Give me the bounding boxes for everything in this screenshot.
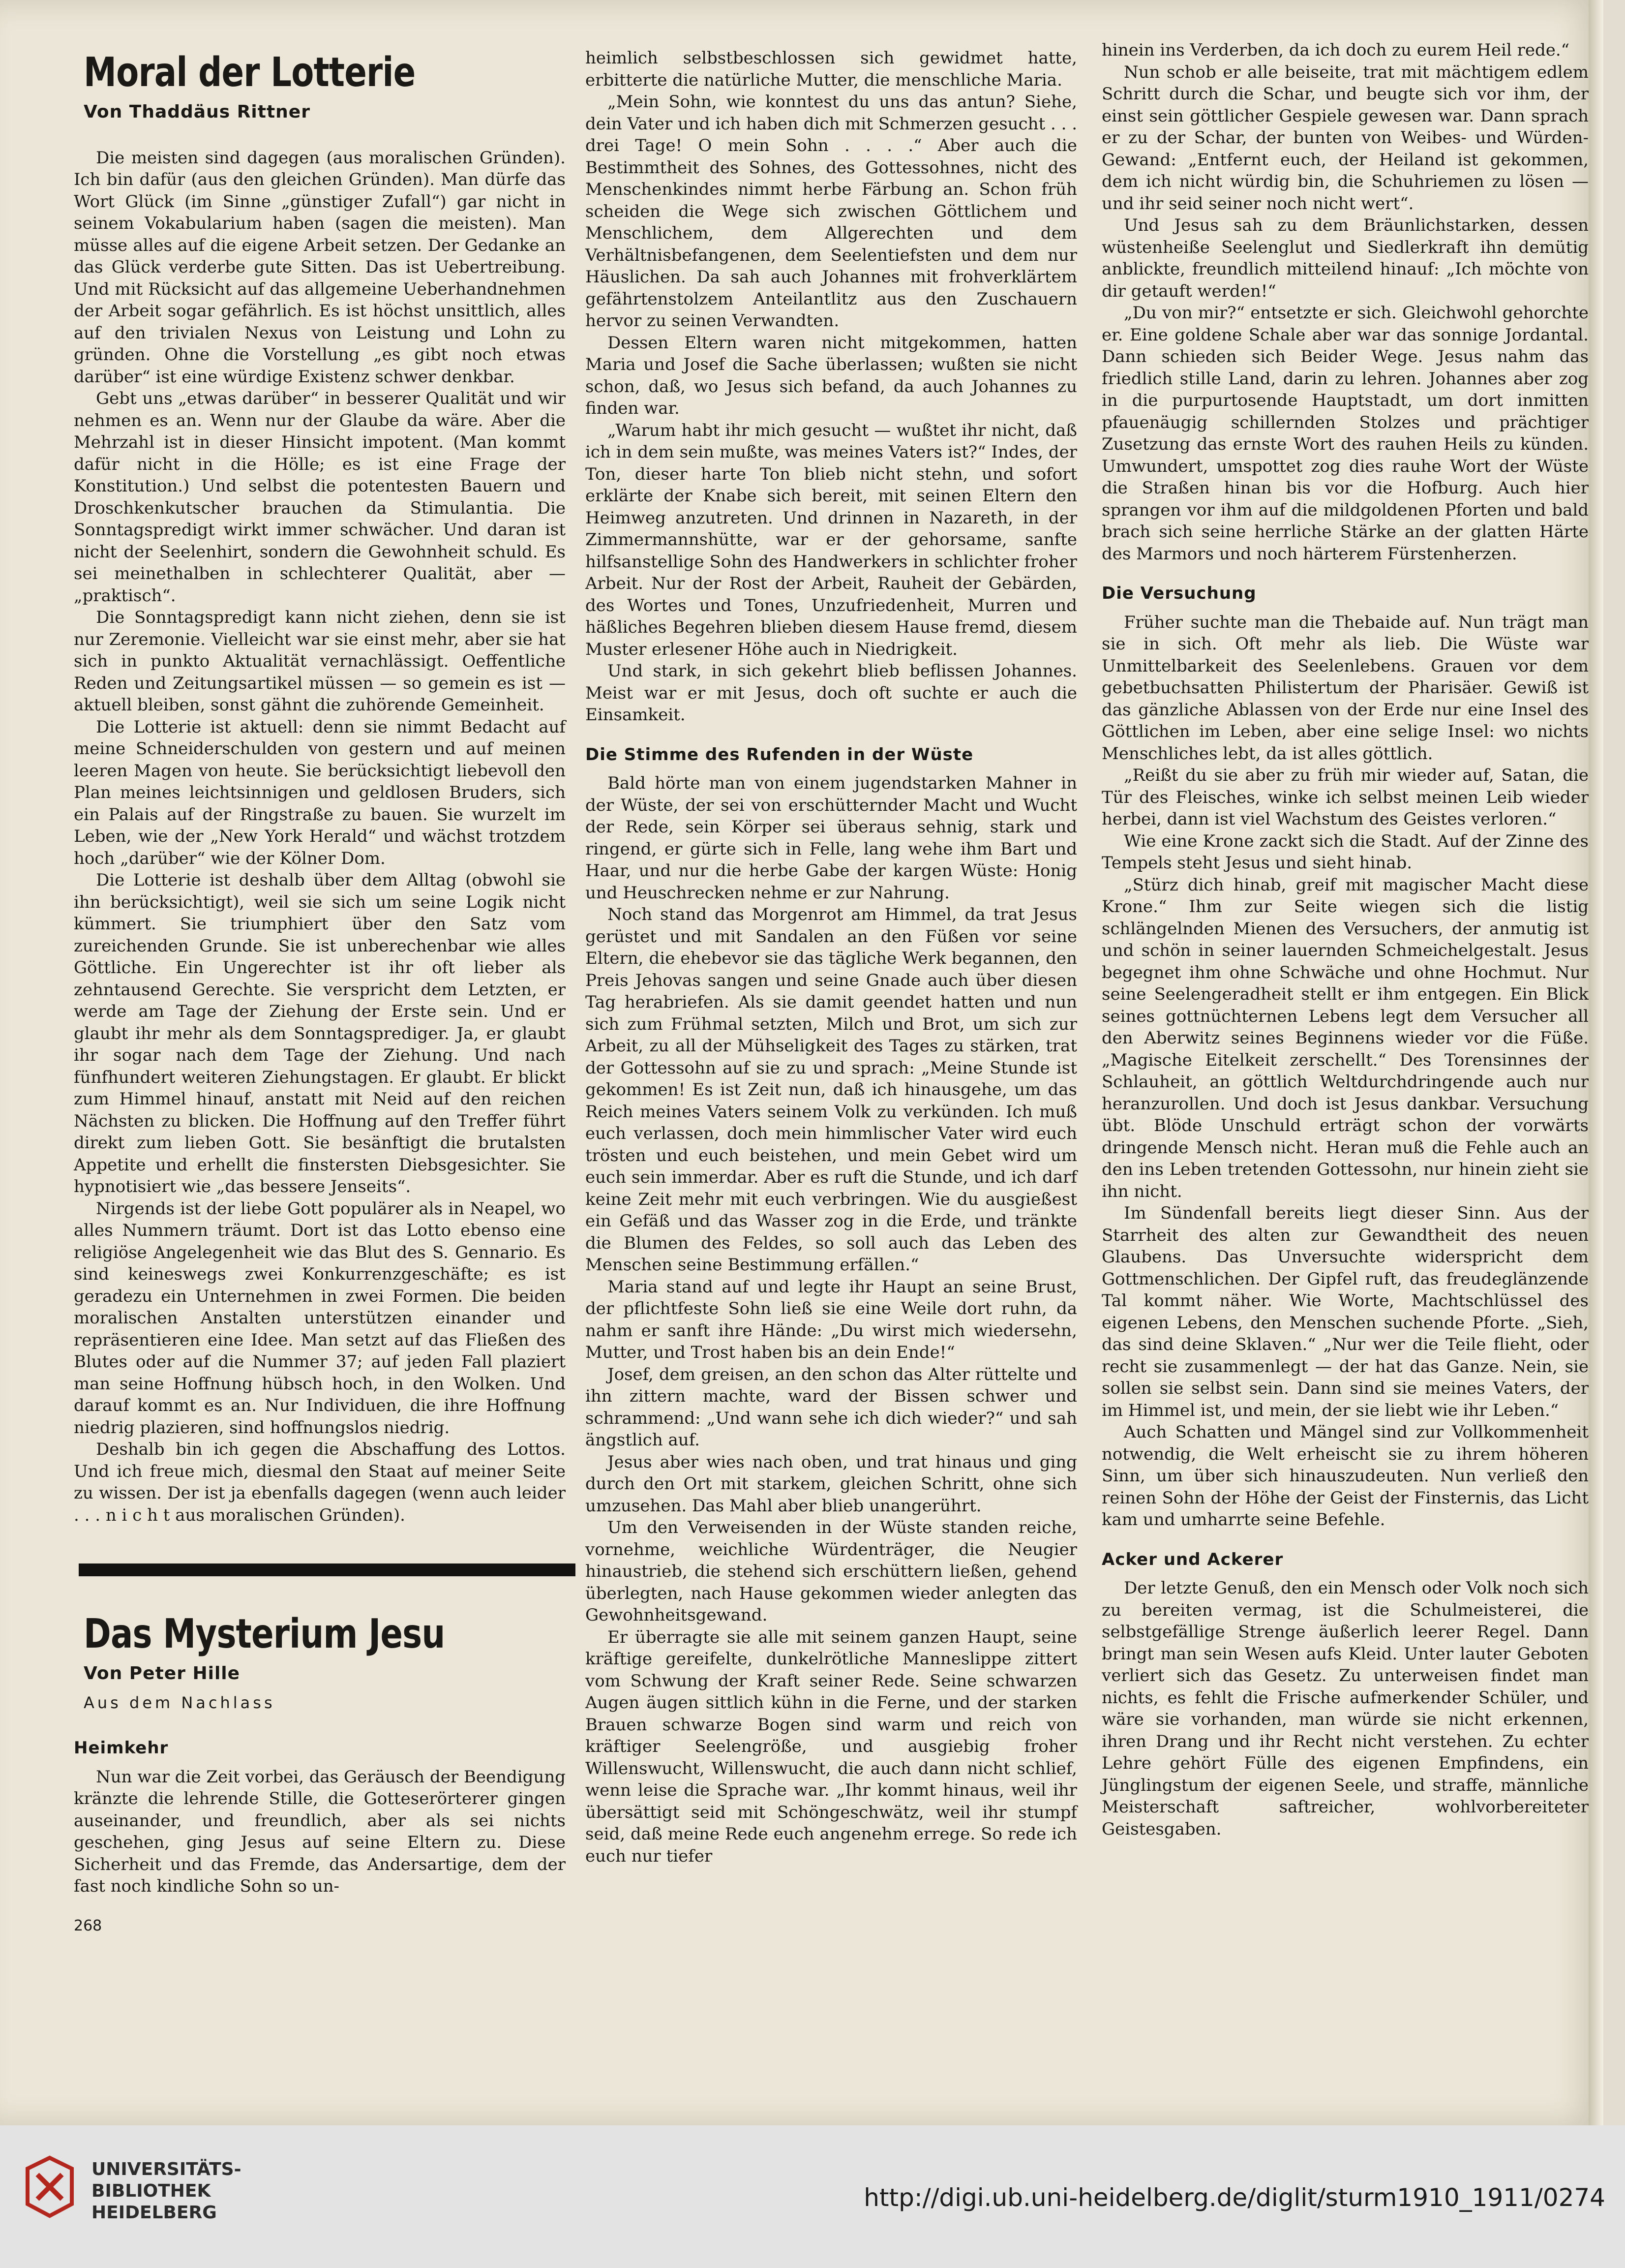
paragraph: Deshalb bin ich gegen die Abschaffung des Lottos. Und ich freue mich, diesmal den Staat auf meiner Seite zu wissen. Der ist ja ebenfalls dagegen (wenn auch leider . . . n i c h t aus moralischen Gründen). (74, 1440, 566, 1525)
paragraph: Früher suchte man die Thebaide auf. Nun trägt man sie in sich. Oft mehr als lieb. Die Wüste war Unmittelbarkeit des Seelenlebens. Grauen vor dem gebetbuchsatten Philistertum der Pharisäer. Gewiß ist das gänzliche Ablassen von der Erde nur eine Insel des Göttlichen im Leben, aber eine selige Insel: wo nichts Menschliches lebt, da ist alles göttlich. (1102, 612, 1589, 764)
section-divider (79, 1563, 575, 1576)
library-name-line: UNIVERSITÄTS- (91, 2159, 241, 2179)
paragraph: Die Lotterie ist aktuell: denn sie nimmt Bedacht auf meine Schneiderschulden von gestern und auf meinen leeren Magen von heute. Sie berücksichtigt liebevoll den Plan meines leichtsinnigen und geldlosen Bruders, sich ein Palais auf der Ringstraße zu bauen. Sie wurzelt im Leben, wie der „New York Herald“ und wächst trotzdem hoch „darüber“ wie der Kölner Dom. (74, 717, 566, 868)
paragraph: hinein ins Verderben, da ich doch zu eurem Heil rede.“ (1102, 40, 1570, 60)
paragraph: Nirgends ist der liebe Gott populärer als in Neapel, wo alles Nummern träumt. Dort ist das Lotto ebenso eine religiöse Angelegenheit wie das Blut des S. Gennario. Es sind keineswegs zwei Konkurrenzgeschäfte; es ist geradezu ein Unternehmen in zwei Formen. Die beiden moralischen Anstalten unterstützen einander und repräsentieren eine Idee. Man setzt auf das Fließen des Blutes oder auf die Nummer 37; auf jeden Fall plaziert man seine Hoffnung hübsch hoch, in den Wolken. Und darauf kommt es an. Nur Individuen, die ihre Hoffnung niedrig plazieren, sind hoffnungslos niedrig. (74, 1198, 566, 1438)
article-body (74, 1766, 566, 1898)
paragraph: Wie eine Krone zackt sich die Stadt. Auf der Zinne des Tempels steht Jesus und sieht hinab. (1102, 831, 1589, 873)
article-author: Von Thaddäus Rittner (84, 102, 310, 122)
column-1 (74, 49, 566, 1937)
paragraph: Und Jesus sah zu dem Bräunlichstarken, dessen wüstenheiße Seelenglut und Siedlerkraft ihn demütig anblickte, freundlich mitteilend hinauf: „Ich möchte von dir getauft werden!“ (1102, 215, 1589, 301)
section-heading: Heimkehr (74, 1738, 169, 1758)
article-body (585, 772, 1077, 1867)
article-title: Moral der Lotterie (84, 49, 416, 96)
article-body (1102, 612, 1589, 1531)
section-heading: Die Versuchung (1102, 583, 1257, 603)
section-heading: Acker und Ackerer (1102, 1549, 1284, 1569)
paragraph: Um den Verweisenden in der Wüste standen reiche, vornehme, weichliche Würdenträger, die Neugier hinaustrieb, die stehend sich erschüttern ließen, gehend überlegten, nach Hause gekommen wieder anlegten das Gewohnheitsgewand. (585, 1518, 1077, 1625)
paragraph: Und stark, in sich gekehrt blieb beflissen Johannes. Meist war er mit Jesus, doch oft suchte er auch die Einsamkeit. (585, 661, 1077, 725)
article-title: Das Mysterium Jesu (84, 1611, 445, 1657)
paragraph: Nun war die Zeit vorbei, das Geräusch der Beendigung kränzte die lehrende Stille, die Gotteserörterer gingen auseinander, und freundlich, aber als sei nichts geschehen, ging Jesus auf seine Eltern zu. Diese Sicherheit und das Fremde, das Andersartige, dem der fast noch kindliche Sohn so un- (74, 1767, 566, 1896)
paragraph: Bald hörte man von einem jugendstarken Mahner in der Wüste, der sei von erschütternder Macht und Wucht der Rede, sein Körper sei überaus sehnig, stark und ringend, er gürte sich in Felle, lang wehe ihm Bart und Haar, und nur die herbe Gabe der kargen Wüste: Honig und Heuschrecken nehme er zur Nahrung. (585, 773, 1077, 903)
library-name-line: HEIDELBERG (91, 2203, 217, 2223)
paragraph: „Stürz dich hinab, greif mit magischer Macht diese Krone.“ Ihm zur Seite wiegen sich die listig schlängelnden Mienen des Versuchers, der anmutig ist und schön in seiner lauernden Schmeichelgestalt. Jesus begegnet ihm ohne Schwäche und ohne Hochmut. Nur seine Seelengeradheit stellt er ihm entgegen. Ein Blick seines gottnüchternen Lebens legt dem Versucher all den Aberwitz seines Beginnens wieder vor die Füße. „Magische Eitelkeit zerschellt.“ Des Torensinnes der Schlauheit, an göttlich Weltdurchdringende auch nur heranzurollen. Und doch ist Jesus dankbar. Versuchung übt. Blöde Unschuld erträgt schon der vorwärts dringende Mensch nicht. Heran muß die Fehle auch an den ins Leben tretenden Gottessohn, nur hinein zieht sie ihn nicht. (1102, 875, 1589, 1201)
viewer-footer (0, 2125, 1625, 2268)
section-heading: Die Stimme des Rufenden in der Wüste (585, 744, 974, 765)
paragraph: Maria stand auf und legte ihr Haupt an seine Brust, der pflichtfeste Sohn ließ sie eine Weile dort ruhn, da nahm er sanft ihre Hände: „Du wirst mich wiedersehn, Mutter, und Trost haben bis an dein Ende!“ (585, 1277, 1077, 1362)
paragraph: Er überragte sie alle mit seinem ganzen Haupt, seine kräftige gereifelte, dunkelrötliche Manneslippe zittert vom Schwung der Kraft seiner Rede. Seine schwarzen Augen äugen sittlich kühn in die Ferne, und der starken Brauen schwarze Bogen sind warm und reich von kräftiger Seelengröße, und ausgiebig froher Willenswucht, Willenswucht, die auch dann nicht schlief, wenn leise die Sprache war. „Ihr kommt hinaus, weil ihr übersättigt seid mit Schöngeschwätz, weil ihr stumpf seid, daß meine Rede euch angenehm errege. So rede ich euch nur tiefer (585, 1627, 1077, 1866)
article-author: Von Peter Hille (84, 1663, 241, 1684)
paragraph: Nun schob er alle beiseite, trat mit mächtigem edlem Schritt durch die Schar, und beugte sich vor ihm, der einst sein göttlicher Gespiele gewesen war. Dann sprach er zu der Schar, der bunten von Weibes- und Würden-Gewand: „Entfernt euch, der Heiland ist gekommen, dem ich nicht würdig bin, die Schuhriemen zu lösen — und ihr seid seiner noch nicht wert“. (1102, 62, 1589, 214)
article-body (585, 47, 1077, 726)
paragraph: „Mein Sohn, wie konntest du uns das antun? Siehe, dein Vater und ich haben dich mit Schmerzen gesucht . . . drei Tage! O mein Sohn . . . .“ Aber auch die Bestimmtheit des Sohnes, des Gottessohnes, nicht des Menschenkindes nimmt herbe Färbung an. Schon früh scheiden die Wege sich zwischen Göttlichem und Menschlichem, dem Allgerechten und dem Verhältnisbefangenen, dem Seelentiefsten und dem nur Häuslichen. Da sah auch Johannes mit frohverklärtem gefährtenstolzem Anteilantlitz aus den Zuschauern hervor zu seinen Verwandten. (585, 92, 1077, 331)
library-name (91, 2159, 241, 2224)
paragraph: Gebt uns „etwas darüber“ in besserer Qualität und wir nehmen es an. Wenn nur der Glaube da wäre. Aber die Mehrzahl ist in dieser Hinsicht impotent. (Man kommt dafür nicht in die Hölle; es ist eine Frage der Konstitution.) Und selbst die potentesten Bauern und Droschkenkutscher brauchen da Stimulantia. Die Sonntagspredigt wirkt immer schwächer. Und daran ist nicht der Seelenhirt, sondern die Gewohnheit schuld. Es sei meinethalben in schlechterer Qualität, aber — „praktisch“. (74, 389, 566, 606)
page-edge (1589, 0, 1603, 2125)
paragraph: „Du von mir?“ entsetzte er sich. Gleichwohl gehorchte er. Eine goldene Schale aber war das sonnige Jordantal. Dann schieden sich Beider Wege. Jesus nahm das friedlich stille Land, darin zu lehren. Johannes aber zog in die purpurtosende Hauptstadt, um dort inmitten pfauenäugig schillernden Stolzes und prächtiger Zusetzung das ernste Wort des rauhen Heils zu künden. Umwundert, umspottet zog dies rauhe Wort der Wüste die Straßen hinan bis vor die Hofburg. Auch hier sprangen vor ihm auf die mildgoldenen Pforten und bald brach sich seine herrliche Stärke an der glatten Härte des Marmors und noch härterem Fürstenherzen. (1102, 303, 1589, 564)
paragraph: Die Sonntagspredigt kann nicht ziehen, denn sie ist nur Zeremonie. Vielleicht war sie einst mehr, aber sie hat sich in punkto Aktualität vernachlässigt. Oeffentliche Reden und Zeitungsartikel müssen — so gemein es ist — aktuell bleiben, sonst gähnt die zuhörende Gemeinheit. (74, 608, 566, 715)
university-library-logo-icon (23, 2155, 77, 2219)
page-number: 268 (74, 1917, 102, 1934)
paragraph: Die meisten sind dagegen (aus moralischen Gründen). Ich bin dafür (aus den gleichen Gründen). Man dürfe das Wort Glück (im Sinne „günstiger Zufall“) gar nicht in seinem Vokabularium haben (sagen die meisten). Man müsse alles auf die eigene Arbeit setzen. Der Gedanke an das Glück verderbe gute Sitten. Das ist Uebertreibung. Und mit Rücksicht auf das allgemeine Ueberhandnehmen der Arbeit sogar gefährlich. Es ist höchst unsittlich, alles auf den trivialen Nexus von Leistung und Lohn zu gründen. Ohne die Vorstellung „es gibt noch etwas darüber“ ist eine würdige Existenz schwer denkbar. (74, 148, 566, 387)
article-note: Aus dem Nachlass (84, 1693, 275, 1712)
library-name-line: BIBLIOTHEK (91, 2181, 211, 2201)
article-body (1102, 1577, 1589, 1840)
paragraph: Die Lotterie ist deshalb über dem Alltag (obwohl sie ihn berücksichtigt), weil sie sich um seine Logik nicht kümmert. Sie triumphiert über den Satz vom zureichenden Grunde. Sie ist unberechenbar wie alles Göttliche. Ein Ungerechter ist ihr oft lieber als zehntausend Gerechte. Sie verspricht dem Letzten, er werde am Tage der Ziehung der Erste sein. Und er glaubt ihr mehr als dem Sonntagsprediger. Ja, er glaubt ihr sogar nach dem Tage der Ziehung. Und nach fünfhundert weiteren Ziehungstagen. Er glaubt. Er blickt zum Himmel hinauf, anstatt mit Neid auf den reichen Nächsten zu blicken. Die Hoffnung auf den Treffer führt direkt zum lieben Gott. Sie besänftigt die brutalsten Appetite und erhellt die finstersten Diebsgesichter. Sie hypnotisiert wie „das bessere Jenseits“. (74, 870, 566, 1196)
paragraph: „Reißt du sie aber zu früh mir wieder auf, Satan, die Tür des Fleisches, winke ich selbst meinen Leib wieder herbei, dann ist viel Wachstum des Geistes verloren.“ (1102, 766, 1589, 829)
paragraph: Dessen Eltern waren nicht mitgekommen, hatten Maria und Josef die Sache überlassen; wußten sie nicht schon, daß, wo Jesus sich befand, da auch Johannes zu finden war. (585, 333, 1077, 418)
article-body (74, 147, 566, 1527)
paragraph: „Warum habt ihr mich gesucht — wußtet ihr nicht, daß ich in dem sein mußte, was meines Vaters ist?“ Indes, der Ton, dieser harte Ton blieb nicht stehn, und sofort erklärte der Knabe sich bereit, mit seinen Eltern den Heimweg anzutreten. Und drinnen in Nazareth, in der Zimmermannshütte, war er der gehorsame, sanfte hilfsanstellige Sohn des Handwerkers in schlichter froher Arbeit. Nur der Rost der Arbeit, Rauheit der Gebärden, des Wortes und Tones, Unzufriedenheit, Murren und häßliches Begehren blieben diesem Hause fremd, diesem Muster erlesener Höhe auch in Niedrigkeit. (585, 420, 1077, 659)
permalink-url[interactable]: http://digi.ub.uni-heidelberg.de/diglit/sturm1910_1911/0274 (864, 2183, 1605, 2212)
paragraph: heimlich selbstbeschlossen sich gewidmet hatte, erbitterte die natürliche Mutter, die menschliche Maria. (585, 48, 1077, 90)
column-2 (585, 47, 1077, 1867)
paragraph: Jesus aber wies nach oben, und trat hinaus und ging durch den Ort mit starkem, gleichen Schritt, ohne sich umzusehen. Das Mahl aber blieb unangerührt. (585, 1452, 1077, 1516)
paragraph: Noch stand das Morgenrot am Himmel, da trat Jesus gerüstet und mit Sandalen an den Füßen vor seine Eltern, die ehebevor sie das tägliche Werk begannen, den Preis Jehovas sangen und seine Gnade auch über diesen Tag herabriefen. Als sie damit geendet hatten und nun sich zum Frühmal setzten, Milch und Brot, um sich zur Arbeit, zu all der Mühseligkeit des Tages zu stärken, trat der Gottessohn auf sie zu und sprach: „Meine Stunde ist gekommen! Es ist Zeit nun, daß ich hinausgehe, um das Reich meines Vaters seinem Volk zu verkünden. Ich muß euch verlassen, doch mein himmlischer Vater wird euch trösten und euch beistehen, und mein Gebet wird um euch sein immerdar. Aber es ruft die Stunde, und ich darf keine Zeit mehr mit euch verbringen. Wie du ausgießest ein Gefäß und das Wasser zog in die Erde, und tränkte die Blumen des Feldes, so soll auch das Leben des Menschen seine Bestimmung erfällen.“ (585, 905, 1077, 1275)
column-3 (1102, 39, 1589, 1840)
paragraph: Auch Schatten und Mängel sind zur Vollkommenheit notwendig, die Welt erheischt sie zu ihrem höheren Sinn, um über sich hinauszudeuten. Nun verließ den reinen Sohn der Höhe der Geist der Finsternis, das Licht kam und umharrte seine Befehle. (1102, 1422, 1589, 1530)
paragraph: Im Sündenfall bereits liegt dieser Sinn. Aus der Starrheit des alten zur Gewandtheit des neuen Glaubens. Das Unversuchte widerspricht dem Gottmenschlichen. Der Gipfel ruft, das freudeglänzende Tal kommt näher. Wie Worte, Machtschlüssel des eigenen Lebens, den Menschen suchende Pforte. „Sieh, das sind deine Sklaven.“ „Nur wer die Teile flieht, oder recht sie zusammenlegt — der hat das Ganze. Nein, sie sollen sie selbst sein. Dann sind sie meines Vaters, der im Himmel ist, und mein, der sie liebt wie ihr Leben.“ (1102, 1203, 1589, 1420)
paragraph: Josef, dem greisen, an den schon das Alter rüttelte und ihn zittern machte, ward der Bissen schwer und schrammend: „Und wann sehe ich dich wieder?“ und sah ängstlich auf. (585, 1364, 1077, 1450)
article-body (1102, 39, 1589, 565)
paragraph: Der letzte Genuß, den ein Mensch oder Volk noch sich zu bereiten vermag, ist die Schulmeisterei, die selbstgefällige Strenge äußerlich leerer Regel. Dann bringt man sein Wesen aufs Kleid. Unter lauter Geboten verliert sich das Gesetz. Zu unterweisen findet man nichts, es fehlt die Frische aufmerkender Schüler, und wäre sie vorhanden, man würde sie nicht erkennen, ihren Drang und ihr Recht nicht verstehen. Zu echter Lehre gehört Fülle des eigenen Empfindens, ein Jünglingstum der eigenen Seele, und straffe, männliche Meisterschaft saftreicher, wohlvorbereiteter Geistesgaben. (1102, 1578, 1589, 1839)
